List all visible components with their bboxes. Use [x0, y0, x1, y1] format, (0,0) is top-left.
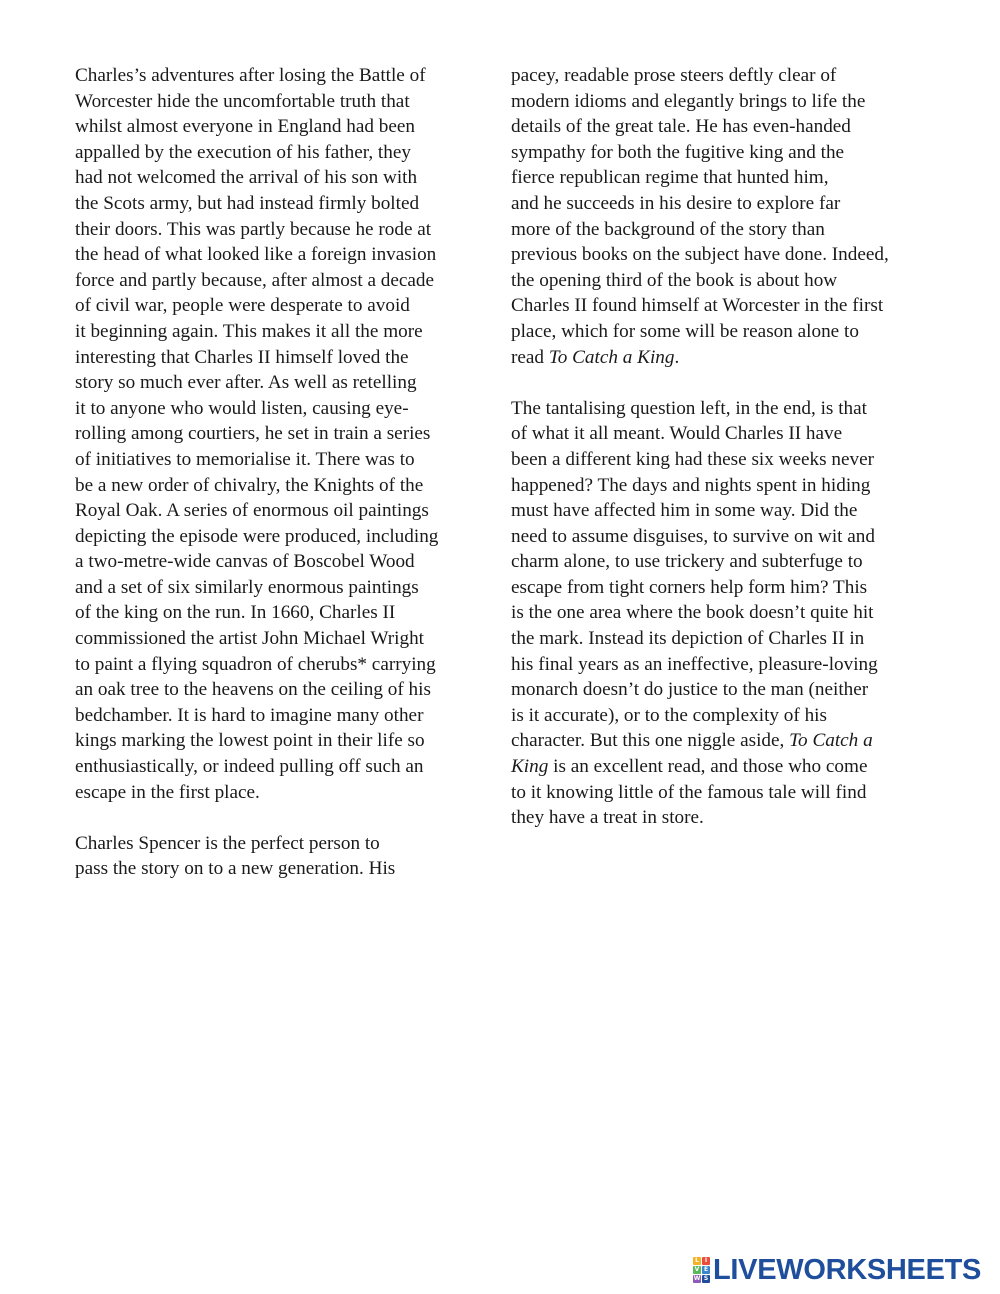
- text-segment: must have affected him in some way. Did the: [511, 500, 858, 522]
- text-line: [511, 728, 931, 754]
- text-segment: and a set of six similarly enormous paintings: [75, 576, 419, 598]
- text-segment: fierce republican regime that hunted him,: [511, 167, 829, 189]
- text-segment: Charles II found himself at Worcester in the first: [511, 295, 884, 317]
- text-line: [511, 345, 931, 371]
- text-line: [511, 140, 931, 166]
- text-segment: whilst almost everyone in England had been: [75, 116, 415, 138]
- text-line: [75, 728, 495, 754]
- text-segment: more of the background of the story than: [511, 218, 825, 240]
- text-line: [511, 268, 931, 294]
- text-segment: sympathy for both the fugitive king and the: [511, 141, 845, 163]
- text-segment: escape from tight corners help form him? This: [511, 576, 868, 598]
- text-line: [511, 242, 931, 268]
- text-line: [75, 780, 495, 806]
- text-line: [511, 63, 931, 89]
- text-line: [511, 191, 931, 217]
- book-title-italic: To Catch a: [789, 730, 873, 752]
- text-segment: The tantalising question left, in the end, is that: [511, 397, 867, 419]
- text-line: [75, 498, 495, 524]
- text-segment: his final years as an ineffective, pleasure-loving: [511, 653, 878, 675]
- text-segment: be a new order of chivalry, the Knights of the: [75, 474, 424, 496]
- text-segment: pacey, readable prose steers deftly clear of: [511, 65, 837, 86]
- text-segment: charm alone, to use trickery and subterfuge to: [511, 551, 863, 573]
- text-line: [511, 549, 931, 575]
- text-line: [511, 473, 931, 499]
- text-segment: to paint a flying squadron of cherubs* carrying: [75, 653, 436, 675]
- text-line: [511, 754, 931, 780]
- text-line: [75, 89, 495, 115]
- text-segment: Royal Oak. A series of enormous oil paintings: [75, 500, 429, 522]
- book-title-italic: To Catch a King: [548, 346, 675, 368]
- text-segment: of initiatives to memorialise it. There was to: [75, 448, 415, 470]
- text-line: [75, 396, 495, 422]
- text-segment: the head of what looked like a foreign invasion: [75, 244, 437, 266]
- text-segment: had not welcomed the arrival of his son with: [75, 167, 418, 189]
- text-line: [75, 268, 495, 294]
- text-line: [75, 524, 495, 550]
- text-line: [75, 600, 495, 626]
- text-segment: .: [674, 346, 680, 368]
- text-segment: details of the great tale. He has even-handed: [511, 116, 851, 138]
- text-segment: been a different king had these six weeks never: [511, 448, 875, 470]
- text-line: [75, 114, 495, 140]
- text-line: [75, 831, 495, 857]
- paragraph-gap: [511, 370, 931, 396]
- text-line: [511, 293, 931, 319]
- text-segment: they have a treat in store.: [511, 807, 704, 829]
- text-line: [75, 140, 495, 166]
- text-line: [75, 703, 495, 729]
- text-segment: their doors. This was partly because he rode at: [75, 218, 432, 240]
- text-segment: previous books on the subject have done. Indeed,: [511, 244, 889, 266]
- text-line: [75, 319, 495, 345]
- text-segment: to it knowing little of the famous tale will find: [511, 781, 867, 803]
- text-line: [511, 652, 931, 678]
- paragraph-gap: [75, 805, 495, 831]
- text-segment: appalled by the execution of his father, they: [75, 141, 411, 163]
- logo-tile: S: [703, 1275, 709, 1282]
- text-segment: character. But this one niggle aside,: [511, 730, 790, 752]
- text-line: [75, 191, 495, 217]
- brand-wordmark: LIVEWORKSHEETS: [713, 1253, 982, 1286]
- text-line: [75, 575, 495, 601]
- logo-tile: E: [703, 1266, 709, 1273]
- text-segment: is an excellent read, and those who come: [548, 756, 868, 778]
- text-line: [511, 498, 931, 524]
- text-segment: bedchamber. It is hard to imagine many other: [75, 704, 424, 726]
- text-line: [75, 549, 495, 575]
- text-line: [511, 165, 931, 191]
- text-segment: enthusiastically, or indeed pulling off such an: [75, 756, 424, 778]
- text-line: [75, 856, 495, 882]
- text-line: [511, 421, 931, 447]
- text-line: [511, 319, 931, 345]
- text-line: [75, 626, 495, 652]
- text-segment: force and partly because, after almost a decade: [75, 269, 435, 291]
- text-line: [511, 447, 931, 473]
- text-line: [511, 677, 931, 703]
- text-line: [75, 293, 495, 319]
- text-line: [511, 600, 931, 626]
- liveworksheets-brand[interactable]: [693, 1253, 993, 1287]
- text-line: [75, 345, 495, 371]
- text-segment: of civil war, people were desperate to avoid: [75, 295, 410, 317]
- text-segment: commissioned the artist John Michael Wright: [75, 628, 424, 650]
- text-segment: the opening third of the book is about how: [511, 269, 838, 291]
- book-title-italic: King: [511, 756, 549, 778]
- article-right-column: [511, 63, 931, 831]
- text-line: [75, 677, 495, 703]
- text-line: [511, 396, 931, 422]
- text-segment: an oak tree to the heavens on the ceiling of his: [75, 679, 431, 701]
- text-segment: is the one area where the book doesn’t quite hit: [511, 602, 874, 624]
- text-segment: place, which for some will be reason alone to: [511, 320, 859, 342]
- text-segment: monarch doesn’t do justice to the man (neither: [511, 679, 869, 701]
- logo-tile: L: [693, 1257, 701, 1265]
- text-segment: interesting that Charles II himself loved the: [75, 346, 409, 368]
- text-segment: happened? The days and nights spent in hiding: [511, 474, 871, 496]
- text-segment: depicting the episode were produced, including: [75, 525, 439, 547]
- logo-tile: V: [694, 1266, 700, 1273]
- text-segment: the Scots army, but had instead firmly bolted: [75, 192, 420, 214]
- text-line: [511, 217, 931, 243]
- text-segment: Charles’s adventures after losing the Battle of: [75, 65, 426, 86]
- text-segment: Worcester hide the uncomfortable truth that: [75, 90, 410, 112]
- text-line: [511, 703, 931, 729]
- text-segment: rolling among courtiers, he set in train a series: [75, 423, 431, 445]
- text-segment: read: [511, 346, 549, 368]
- text-line: [75, 165, 495, 191]
- text-line: [75, 217, 495, 243]
- text-line: [511, 626, 931, 652]
- text-segment: it beginning again. This makes it all the more: [75, 320, 423, 342]
- liveworksheets-logo-icon: [693, 1257, 710, 1283]
- text-segment: a two-metre-wide canvas of Boscobel Wood: [75, 551, 415, 573]
- text-line: [75, 652, 495, 678]
- text-line: [75, 421, 495, 447]
- text-segment: modern idioms and elegantly brings to life the: [511, 90, 866, 112]
- text-line: [75, 242, 495, 268]
- article-left-column: [75, 63, 495, 882]
- text-segment: is it accurate), or to the complexity of his: [511, 704, 827, 726]
- text-line: [75, 370, 495, 396]
- text-segment: of what it all meant. Would Charles II have: [511, 423, 843, 445]
- text-line: [511, 524, 931, 550]
- text-segment: story so much ever after. As well as retelling: [75, 372, 417, 394]
- text-segment: need to assume disguises, to survive on wit and: [511, 525, 875, 547]
- text-segment: of the king on the run. In 1660, Charles II: [75, 602, 396, 624]
- logo-tile: I: [702, 1257, 710, 1265]
- text-segment: the mark. Instead its depiction of Charles II in: [511, 628, 865, 650]
- text-segment: pass the story on to a new generation. His: [75, 858, 396, 880]
- text-line: [75, 473, 495, 499]
- text-segment: and he succeeds in his desire to explore far: [511, 192, 841, 214]
- text-segment: escape in the first place.: [75, 781, 260, 803]
- text-line: [511, 575, 931, 601]
- text-line: [511, 114, 931, 140]
- text-line: [75, 63, 495, 89]
- text-segment: Charles Spencer is the perfect person to: [75, 832, 380, 854]
- text-segment: kings marking the lowest point in their life so: [75, 730, 425, 752]
- text-line: [75, 447, 495, 473]
- text-line: [75, 754, 495, 780]
- text-line: [511, 805, 931, 831]
- text-line: [511, 780, 931, 806]
- text-line: [511, 89, 931, 115]
- text-segment: it to anyone who would listen, causing eye-: [75, 397, 409, 419]
- logo-tile: W: [693, 1275, 701, 1282]
